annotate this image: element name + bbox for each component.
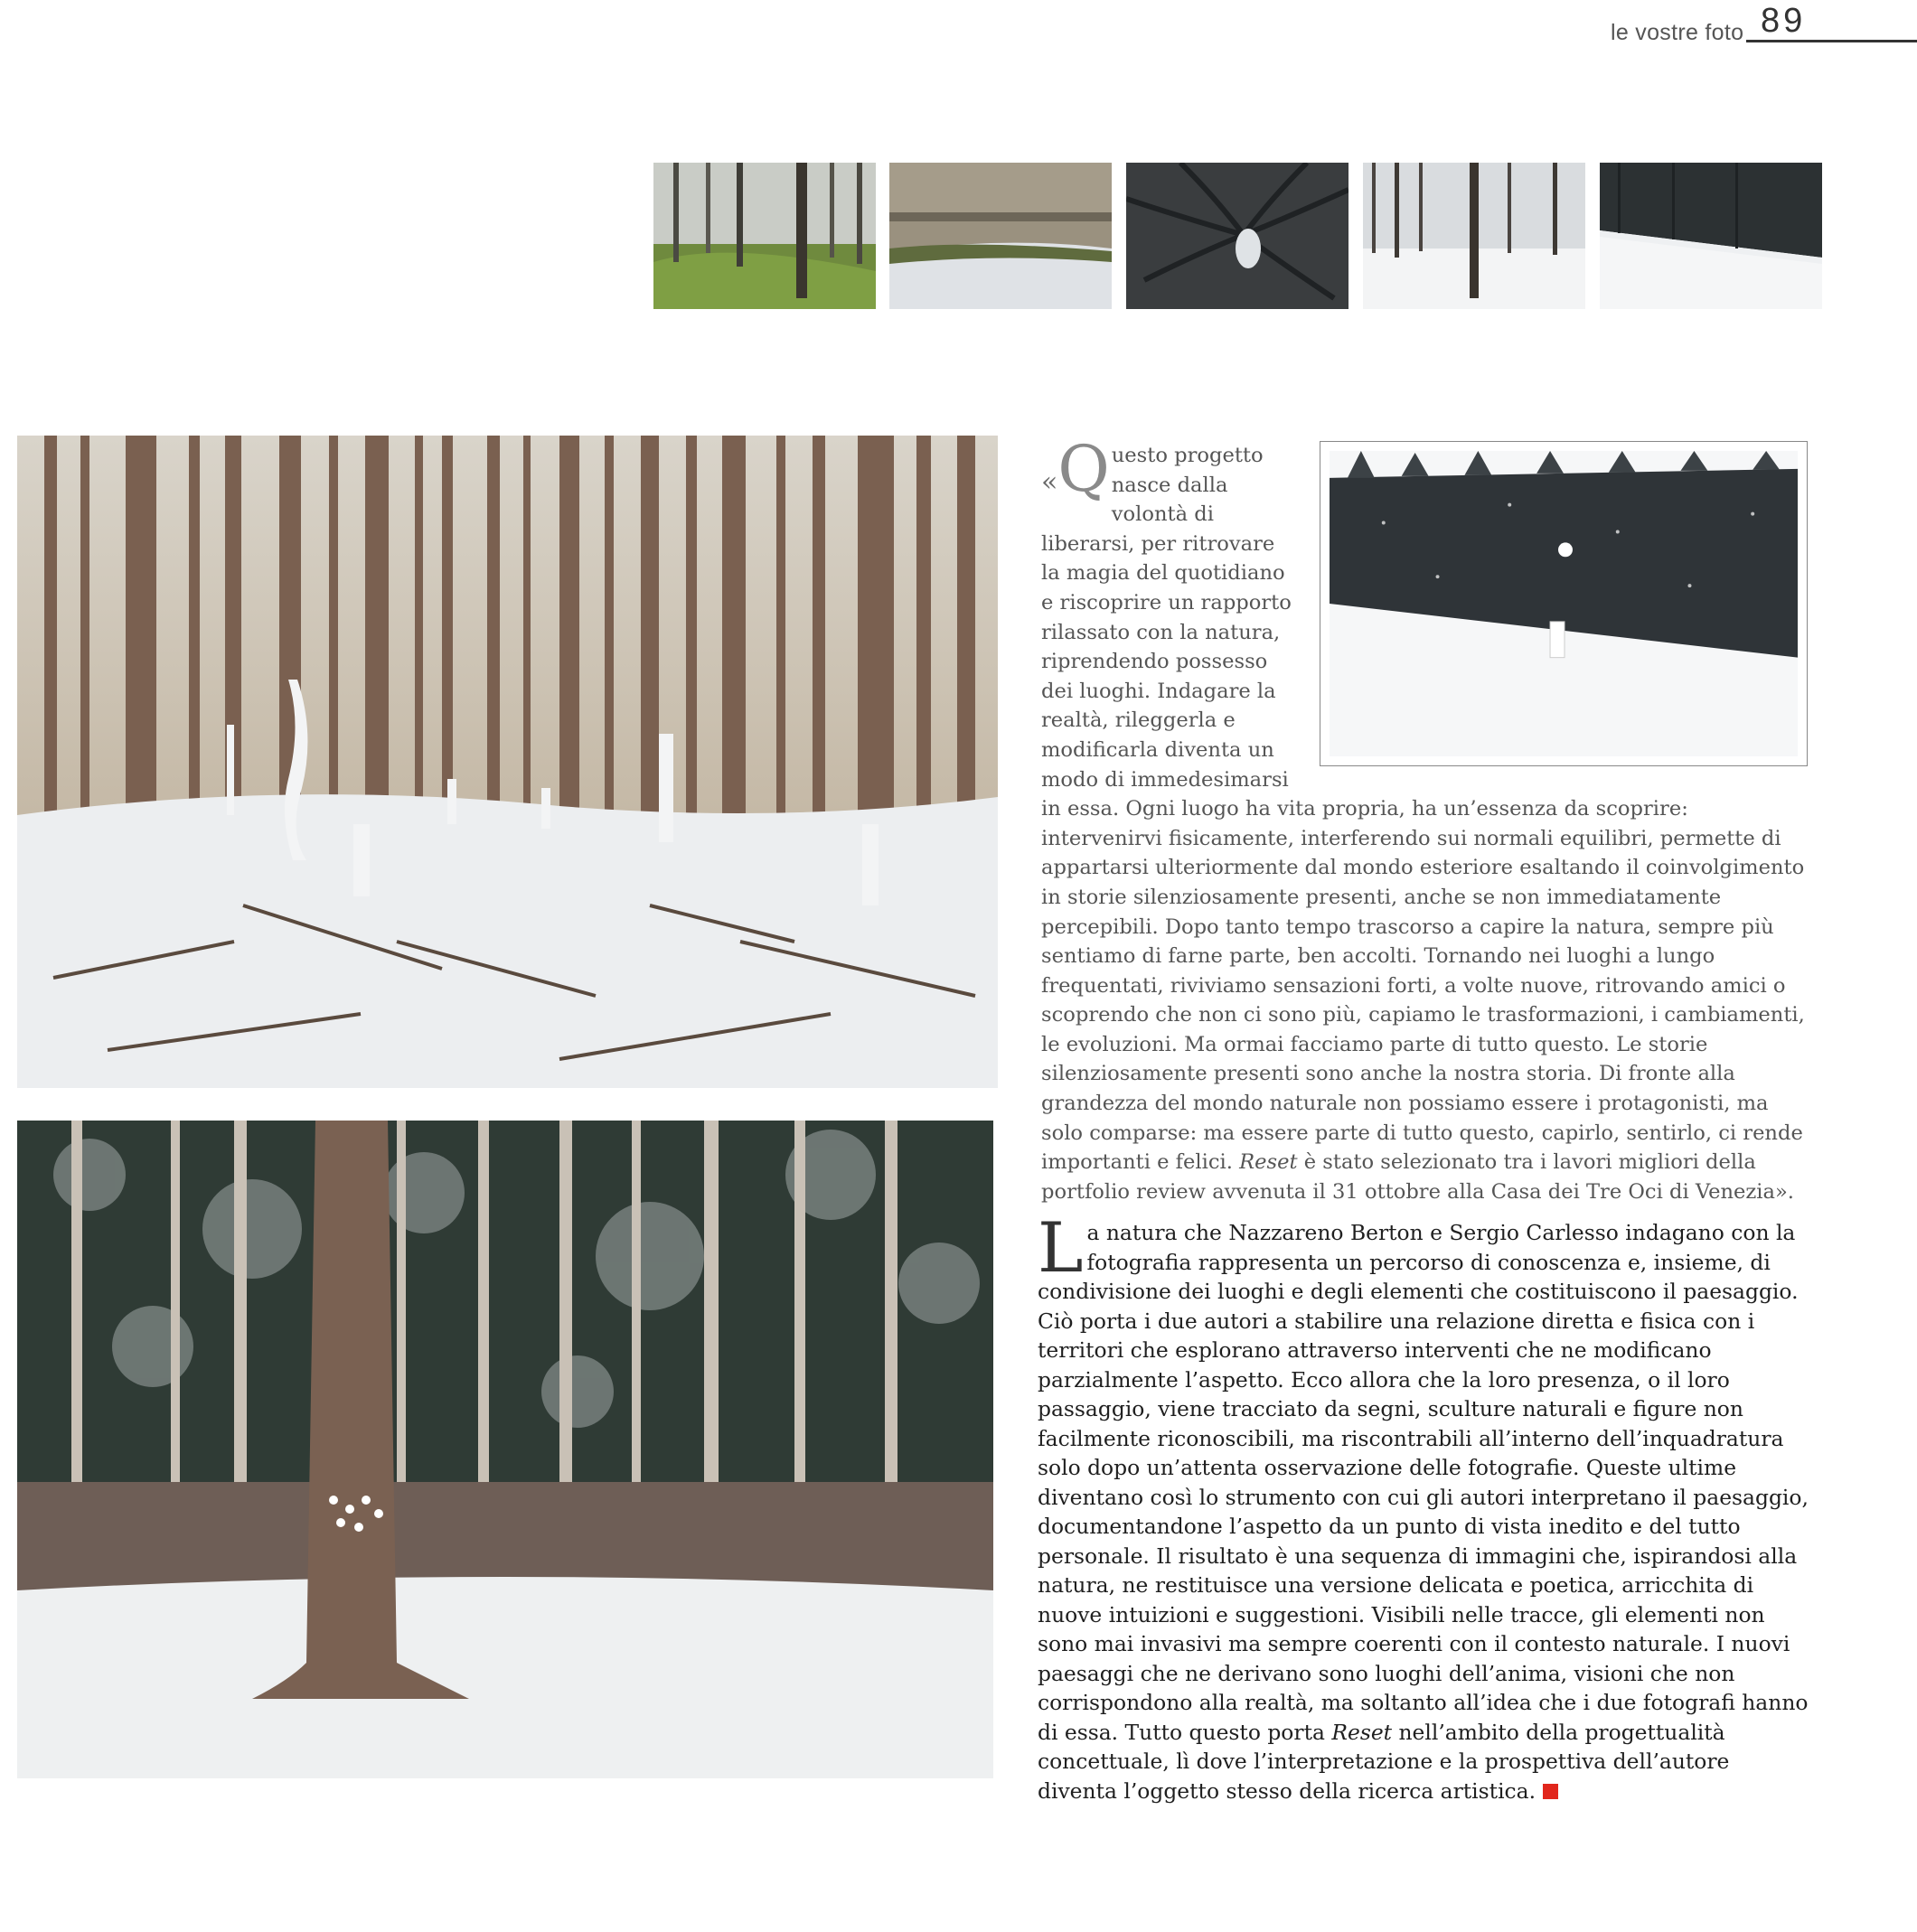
- thumbnail-snowy-trunks: [1363, 163, 1585, 309]
- quote-text-end: è stato selezionato tra i lavori migliori della portfolio review avvenuta il 31 ottobre alla Casa dei Tre Oci di Venezia».: [1041, 1150, 1794, 1204]
- quote-inset-spacer: [1292, 441, 1809, 783]
- photo-snowy-forest-tree: [17, 1121, 993, 1778]
- artist-quote: [1041, 432, 1809, 1206]
- quote-dropcap: «Q: [1041, 432, 1110, 506]
- thumbnail-mossy-forest: [653, 163, 876, 309]
- section-label: le vostre foto: [1611, 20, 1744, 45]
- page-header: [0, 0, 1917, 63]
- article-end-mark: [1543, 1784, 1558, 1799]
- thumbnail-forest-edge-snow: [1600, 163, 1822, 309]
- quote-open-mark: «: [1041, 466, 1058, 498]
- quote-text: uesto progetto nasce dalla volontà di liberarsi, per ritrovare la magia del quotidiano e riscoprire un rapporto rilassato con la natura, riprendendo possesso dei luoghi. Indagare la realtà, rileggerla e modificarla diventa un modo di immedesimarsi in essa. Ogni luogo ha vita propria, ha un’essenza da scoprire: intervenirvi fisicamente, interferendo sui normali equilibri, permette di appartarsi ulteriormente dal mondo esteriore esaltando il coinvolgimento in storie silenziosamente presenti, anche se non immediatamente percepibili. Dopo tanto tempo trascorso a capire la natura, sempre più sentiamo di farne parte, ben accolti. Tornando nei luoghi a lungo frequentati, riviviamo sensazioni forti, a volte nuove, ritrovando amici o scoprendo che non ci sono più, capiamo le trasformazioni, i cambiamenti, le evoluzioni. Ma ormai facciamo parte di tutto questo. Le storie silenziosamente presenti sono anche la nostra storia. Di fronte alla grandezza del mondo naturale non possiamo essere i protagonisti, ma solo comparse: ma essere parte di tutto questo, capirlo, sentirlo, ci rende importanti e felici.: [1041, 444, 1805, 1175]
- article-project-title: Reset: [1331, 1719, 1393, 1745]
- article-text: a natura che Nazzareno Berton e Sergio Carlesso indagano con la fotografia rappresenta un percorso di conoscenza e, insieme, di condivisione dei luoghi e degli elementi che costituiscono il paesaggio. Ciò porta i due autori a stabilire una relazione diretta e fisica con i territori che esplorano attraverso interventi che ne modificano parzialmente l’aspetto. Ecco allora che la loro presenza, o il loro passaggio, viene tracciato da segni, sculture naturali e figure non facilmente riconoscibili, ma riscontrabili all’interno dell’inquadratura solo dopo un’attenta osservazione delle fotografie. Queste ultime diventano così lo strumento con cui gli autori interpretano il paesaggio, documentandone l’aspetto da un punto di vista inedito e del tutto personale. Il risultato è una sequenza di immagini che, ispirandosi alla natura, ne restituisce una versione delicata e poetica, arricchita di nuove intuizioni e suggestioni. Visibili nelle tracce, gli elementi non sono mai invasivi ma sempre coerenti con il contesto naturale. I nuovi paesaggi che ne derivano sono luoghi dell’anima, visioni che non corrispondono alla realtà, ma soltanto all’idea che i due fotografi hanno di essa. Tutto questo porta: [1038, 1220, 1809, 1745]
- page-number: 89: [1761, 2, 1807, 40]
- header-rule: [1746, 40, 1917, 42]
- thumbnail-tree-roots: [1126, 163, 1348, 309]
- photo-forest-snow-sculptures: [17, 436, 998, 1088]
- quote-project-title: Reset: [1239, 1150, 1298, 1175]
- article-text-end: nell’ambito della progettualità concettuale, lì dove l’interpretazione e la prospettiva dell’autore diventa l’oggetto stesso della ricerca artistica.: [1038, 1719, 1730, 1804]
- article-body: [1038, 1207, 1809, 1805]
- article-dropcap: L: [1038, 1207, 1084, 1288]
- thumbnail-rock-wall-snow: [889, 163, 1112, 309]
